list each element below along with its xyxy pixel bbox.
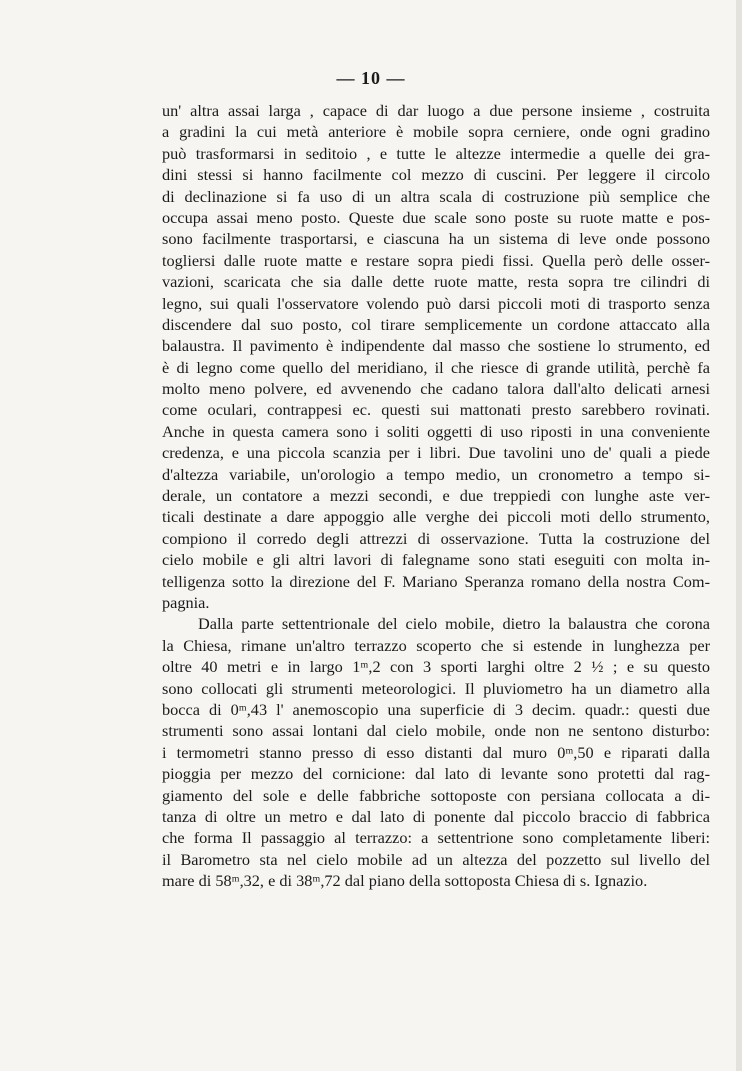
text-line: derale, un contatore a mezzi secondi, e due treppiedi con lunghe aste ver- [162,486,710,506]
text-line: la Chiesa, rimane un'altro terrazzo scoperto che si estende in lunghezza per [162,635,710,655]
text-line: dini stessi si hanno facilmente col mezzo di cuscini. Per leggere il circolo [162,165,710,185]
text-line: un' altra assai larga , capace di dar luogo a due persone insieme , costruita [162,101,710,120]
text-line: cielo mobile e gli altri lavori di falegname sono stati eseguiti con molta in- [162,550,710,570]
text-line: molto meno polvere, ed avvenendo che cadano talora dall'alto delicati arnesi [162,379,710,399]
text-line: tanza di oltre un metro e dal lato di ponente dal piccolo braccio di fabbrica [162,806,710,826]
text-line: discendere dal suo posto, col tirare semplicemente un cordone attaccato alla [162,314,710,334]
text-line: Dalla parte settentrionale del cielo mobile, dietro la balaustra che corona [198,614,710,634]
text-line: come oculari, contrappesi ec. questi sui mattonati presto sarebbero rovinati. [162,400,710,420]
text-line: occupa assai meno posto. Queste due scale sono poste su ruote matte e pos- [162,207,710,227]
text-line: credenza, e una piccola scanzia per i libri. Due tavolini uno de' quali a piede [162,443,710,463]
text-line: il Barometro sta nel cielo mobile ad un altezza del pozzetto sul livello del [162,849,710,869]
text-line: oltre 40 metri e in largo 1ᵐ,2 con 3 sporti larghi oltre 2 ½ ; e su questo [162,657,710,677]
text-line: togliersi dalle ruote matte e restare sopra piedi fissi. Quella però delle osser- [162,250,710,270]
text-line: pioggia per mezzo del cornicione: dal lato di levante sono protetti dal rag- [162,764,710,784]
page-edge-shadow [736,0,742,1071]
text-line: Anche in questa camera sono i soliti oggetti di uso riposti in una conveniente [162,421,710,441]
text-line: compiono il corredo degli attrezzi di osservazione. Tutta la costruzione del [162,528,710,548]
text-line: può trasformarsi in seditoio , e tutte le altezze intermedie a quelle dei gra- [162,143,710,163]
text-line: strumenti sono assai lontani dal cielo mobile, onde non ne sentono disturbo: [162,721,710,741]
text-line: balaustra. Il pavimento è indipendente dal masso che sostiene lo strumento, ed [162,336,710,356]
text-line: che forma Il passaggio al terrazzo: a settentrione sono completamente liberi: [162,828,710,848]
text-line: sono facilmente trasportarsi, e ciascuna ha un sistema di leve onde possono [162,229,710,249]
text-line: giamento del sole e delle fabbriche sottoposte con persiana collocata a di- [162,785,710,805]
text-line: pagnia. [162,592,210,612]
text-line: di declinazione si fa uso di un altra scala di costruzione più semplice che [162,186,710,206]
text-line: ticali destinate a dare appoggio alle verghe dei piccoli moti dello strumento, [162,507,710,527]
text-line: mare di 58ᵐ,32, e di 38ᵐ,72 dal piano della sottoposta Chiesa di s. Ignazio. [162,871,648,891]
page-number: — 10 — [336,68,406,88]
text-line: i termometri stanno presso di esso distanti dal muro 0ᵐ,50 e riparati dalla [162,742,710,762]
text-line: a gradini la cui metà anteriore è mobile sopra cerniere, onde ogni gradino [162,122,710,142]
body-text [162,100,710,891]
text-line: è di legno come quello del meridiano, il che riesce di grande utilità, perchè fa [162,357,710,377]
text-line: vazioni, scaricata che sia dalle dette ruote matte, resta sopra tre cilindri di [162,272,710,292]
text-line: telligenza sotto la direzione del F. Mariano Speranza romano della nostra Com- [162,571,710,591]
text-line: sono collocati gli strumenti meteorologici. Il pluviometro ha un diametro alla [162,678,710,698]
text-line: legno, sui quali l'osservatore volendo può darsi piccoli moti di trasporto senza [162,293,710,313]
paragraph [162,613,710,891]
paragraph [162,100,710,613]
text-line: bocca di 0ᵐ,43 l' anemoscopio una superficie di 3 decim. quadr.: questi due [162,699,710,719]
text-line: d'altezza variabile, un'orologio a tempo medio, un cronometro a tempo si- [162,464,710,484]
